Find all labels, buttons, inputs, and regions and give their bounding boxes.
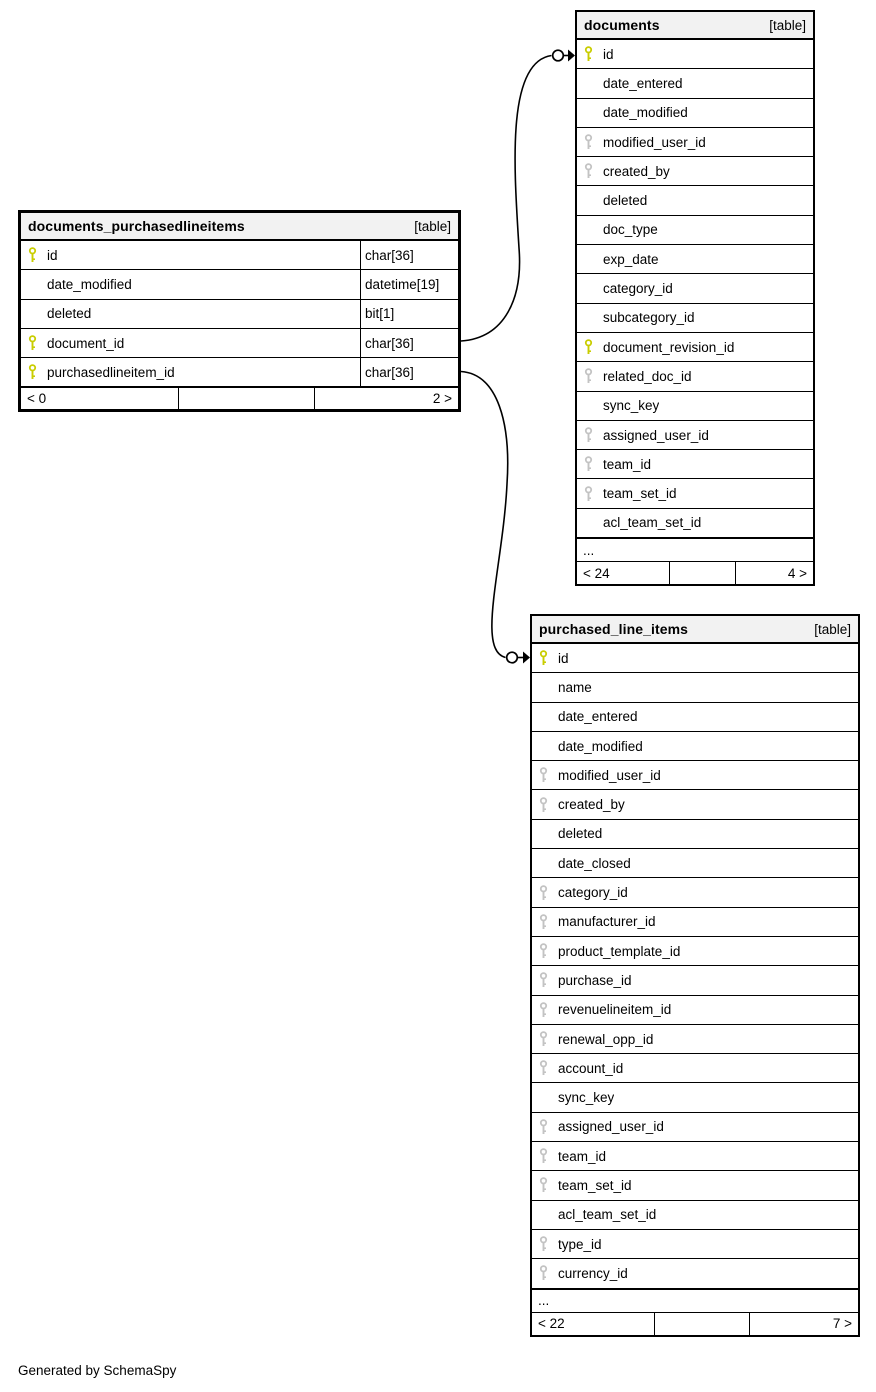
column-type: char[36] (360, 358, 458, 386)
relationship-curve-purchasedlineitem-id (461, 372, 530, 664)
key-slot (532, 1148, 553, 1164)
column-name-cell (577, 450, 813, 478)
foreign-key-icon (539, 972, 548, 988)
table-box-purchased-line-items (530, 614, 860, 1337)
column-row (21, 270, 458, 299)
column-name: related_doc_id (603, 368, 692, 384)
key-slot (21, 364, 42, 380)
column-name-cell (532, 1054, 858, 1082)
column-name-cell (532, 1113, 858, 1141)
column-row (577, 392, 813, 421)
key-slot (577, 368, 598, 384)
column-row (532, 1083, 858, 1112)
column-name-cell (532, 878, 858, 906)
column-name-cell (577, 128, 813, 156)
column-row (532, 1171, 858, 1200)
column-row (532, 703, 858, 732)
column-name-cell (532, 732, 858, 760)
column-name: exp_date (603, 251, 659, 267)
column-name-cell (532, 761, 858, 789)
key-slot (577, 339, 598, 355)
column-name-cell (21, 270, 360, 298)
column-name: team_id (558, 1148, 607, 1164)
key-slot (21, 247, 42, 263)
column-name-cell (21, 241, 360, 269)
column-row (532, 1113, 858, 1142)
column-name: purchasedlineitem_id (47, 364, 175, 380)
column-name-cell (21, 329, 360, 357)
column-row (577, 128, 813, 157)
foreign-key-icon (584, 486, 593, 502)
key-slot (532, 1031, 553, 1047)
column-name: manufacturer_id (558, 914, 656, 930)
primary-key-icon (28, 335, 37, 351)
column-row (532, 937, 858, 966)
key-slot (577, 486, 598, 502)
column-name: date_modified (603, 105, 688, 121)
column-name: purchase_id (558, 972, 632, 988)
column-name-cell (532, 673, 858, 701)
column-name-cell (532, 1201, 858, 1229)
foreign-key-icon (539, 914, 548, 930)
column-name: created_by (558, 797, 625, 813)
column-name: deleted (558, 826, 603, 842)
column-name-cell (532, 1025, 858, 1053)
foreign-key-icon (539, 885, 548, 901)
column-name: category_id (603, 281, 673, 297)
column-row (532, 1201, 858, 1230)
column-name-cell (532, 703, 858, 731)
arrow-marker (568, 50, 575, 62)
column-name: team_id (603, 456, 652, 472)
column-name-cell (532, 1230, 858, 1258)
column-row (577, 362, 813, 391)
table-badge: [table] (814, 621, 851, 637)
column-name: document_id (47, 335, 125, 351)
key-slot (532, 767, 553, 783)
column-row (577, 333, 813, 362)
table-badge: [table] (769, 17, 806, 33)
zero-one-circle-marker (507, 652, 518, 663)
column-name: acl_team_set_id (603, 515, 702, 531)
column-name: assigned_user_id (558, 1119, 664, 1135)
column-name: deleted (603, 193, 648, 209)
column-name-cell (577, 392, 813, 420)
column-name-cell (532, 966, 858, 994)
column-name-cell (577, 304, 813, 332)
foreign-key-icon (539, 1265, 548, 1281)
column-row (577, 99, 813, 128)
column-row (21, 300, 458, 329)
key-slot (577, 427, 598, 443)
ellipsis-row: ... (577, 538, 813, 562)
column-name-cell (21, 300, 360, 328)
foreign-key-icon (539, 1119, 548, 1135)
primary-key-icon (584, 339, 593, 355)
column-row (532, 1230, 858, 1259)
key-slot (532, 885, 553, 901)
column-name-cell (532, 996, 858, 1024)
footer-parents-stat: < 0 (27, 391, 47, 407)
column-row (577, 274, 813, 303)
column-row (532, 1142, 858, 1171)
relationship-curve-document-id (461, 50, 575, 342)
key-slot (532, 1119, 553, 1135)
column-name-cell (577, 479, 813, 507)
column-name-cell (577, 216, 813, 244)
table-box-documents-purchasedlineitems (18, 210, 461, 412)
key-slot (532, 943, 553, 959)
column-name: team_set_id (558, 1177, 632, 1193)
column-name: modified_user_id (558, 767, 661, 783)
foreign-key-icon (539, 1148, 548, 1164)
generated-by-credit: Generated by SchemaSpy (18, 1363, 177, 1378)
key-slot (532, 1177, 553, 1193)
column-name: acl_team_set_id (558, 1207, 657, 1223)
ellipsis-row: ... (532, 1289, 858, 1313)
key-slot (532, 1236, 553, 1252)
column-row (532, 849, 858, 878)
column-name-cell (577, 157, 813, 185)
footer-parents-stat: < 24 (583, 565, 610, 581)
column-name-cell (532, 1171, 858, 1199)
arrow-marker (523, 652, 530, 664)
column-row (577, 216, 813, 245)
column-name: currency_id (558, 1265, 628, 1281)
foreign-key-icon (539, 767, 548, 783)
column-row (577, 450, 813, 479)
column-row (577, 245, 813, 274)
column-name-cell (21, 358, 360, 386)
column-row (577, 421, 813, 450)
table-footer (577, 562, 813, 584)
footer-middle-cell (654, 1313, 749, 1335)
column-row (532, 732, 858, 761)
column-type: char[36] (360, 329, 458, 357)
column-name-cell (532, 849, 858, 877)
table-badge: [table] (414, 218, 451, 234)
foreign-key-icon (584, 134, 593, 150)
key-slot (532, 1265, 553, 1281)
column-row (532, 761, 858, 790)
column-row (532, 878, 858, 907)
column-row (577, 304, 813, 333)
column-row (532, 996, 858, 1025)
table-footer (532, 1313, 858, 1335)
table-header (21, 213, 458, 241)
column-name: deleted (47, 306, 92, 322)
primary-key-icon (28, 247, 37, 263)
column-name: doc_type (603, 222, 658, 238)
column-name: id (47, 247, 58, 263)
foreign-key-icon (584, 163, 593, 179)
column-row (532, 966, 858, 995)
column-row (577, 40, 813, 69)
column-row (21, 329, 458, 358)
column-name-cell (577, 245, 813, 273)
column-name: modified_user_id (603, 134, 706, 150)
column-name: date_modified (47, 276, 132, 292)
key-slot (21, 335, 42, 351)
column-name: date_entered (603, 75, 683, 91)
table-header (577, 12, 813, 40)
key-slot (532, 650, 553, 666)
column-row (532, 790, 858, 819)
foreign-key-icon (539, 1002, 548, 1018)
column-row (532, 1259, 858, 1288)
column-name: name (558, 679, 592, 695)
table-footer (21, 387, 458, 409)
column-name: account_id (558, 1060, 624, 1076)
column-name-cell (532, 1083, 858, 1111)
column-name-cell (532, 790, 858, 818)
column-name-cell (532, 1142, 858, 1170)
column-name: created_by (603, 163, 670, 179)
column-type: datetime[19] (360, 270, 458, 298)
column-name-cell (532, 908, 858, 936)
column-type: char[36] (360, 241, 458, 269)
foreign-key-icon (539, 797, 548, 813)
column-name-cell (577, 40, 813, 68)
foreign-key-icon (539, 943, 548, 959)
column-name-cell (577, 421, 813, 449)
column-name: assigned_user_id (603, 427, 709, 443)
table-name[interactable]: documents_purchasedlineitems (28, 218, 245, 234)
primary-key-icon (28, 364, 37, 380)
column-name-cell (577, 186, 813, 214)
column-row (532, 644, 858, 673)
column-name: sync_key (558, 1090, 615, 1106)
zero-one-circle-marker (553, 50, 564, 61)
column-name-cell (577, 362, 813, 390)
footer-children-stat: 7 > (749, 1313, 858, 1335)
column-name-cell (577, 274, 813, 302)
column-name: team_set_id (603, 486, 677, 502)
table-name[interactable]: purchased_line_items (539, 621, 689, 637)
column-row (21, 241, 458, 270)
column-name: date_entered (558, 709, 638, 725)
column-name-cell (577, 333, 813, 361)
foreign-key-icon (584, 427, 593, 443)
column-name: document_revision_id (603, 339, 735, 355)
foreign-key-icon (539, 1060, 548, 1076)
column-name: renewal_opp_id (558, 1031, 654, 1047)
column-name: revenuelineitem_id (558, 1002, 672, 1018)
key-slot (577, 456, 598, 472)
foreign-key-icon (539, 1031, 548, 1047)
column-row (21, 358, 458, 387)
foreign-key-icon (584, 368, 593, 384)
column-name: id (558, 650, 569, 666)
column-name-cell (532, 820, 858, 848)
column-row (532, 1054, 858, 1083)
column-name: subcategory_id (603, 310, 695, 326)
column-row (532, 673, 858, 702)
key-slot (577, 134, 598, 150)
table-header (532, 616, 858, 644)
table-name[interactable]: documents (584, 17, 660, 33)
column-type: bit[1] (360, 300, 458, 328)
footer-parents-stat: < 22 (538, 1316, 565, 1332)
table-box-documents (575, 10, 815, 586)
column-name: type_id (558, 1236, 602, 1252)
column-row (577, 157, 813, 186)
column-name: date_closed (558, 855, 631, 871)
footer-middle-cell (178, 388, 314, 409)
column-name: id (603, 46, 614, 62)
column-row (577, 186, 813, 215)
footer-children-stat: 2 > (314, 388, 458, 409)
foreign-key-icon (539, 1236, 548, 1252)
footer-middle-cell (669, 562, 735, 584)
column-row (577, 509, 813, 538)
key-slot (532, 797, 553, 813)
column-name-cell (577, 509, 813, 537)
column-name-cell (577, 69, 813, 97)
foreign-key-icon (584, 456, 593, 472)
column-row (532, 1025, 858, 1054)
key-slot (577, 46, 598, 62)
column-name-cell (532, 1259, 858, 1287)
foreign-key-icon (539, 1177, 548, 1193)
column-name-cell (532, 644, 858, 672)
key-slot (577, 163, 598, 179)
primary-key-icon (539, 650, 548, 666)
column-row (532, 820, 858, 849)
column-name-cell (532, 937, 858, 965)
column-name: category_id (558, 885, 628, 901)
key-slot (532, 1002, 553, 1018)
column-row (577, 69, 813, 98)
key-slot (532, 1060, 553, 1076)
primary-key-icon (584, 46, 593, 62)
key-slot (532, 914, 553, 930)
footer-children-stat: 4 > (735, 562, 813, 584)
column-name: sync_key (603, 398, 660, 414)
key-slot (532, 972, 553, 988)
column-name: product_template_id (558, 943, 681, 959)
column-name: date_modified (558, 738, 643, 754)
column-row (532, 908, 858, 937)
column-name-cell (577, 99, 813, 127)
column-row (577, 479, 813, 508)
